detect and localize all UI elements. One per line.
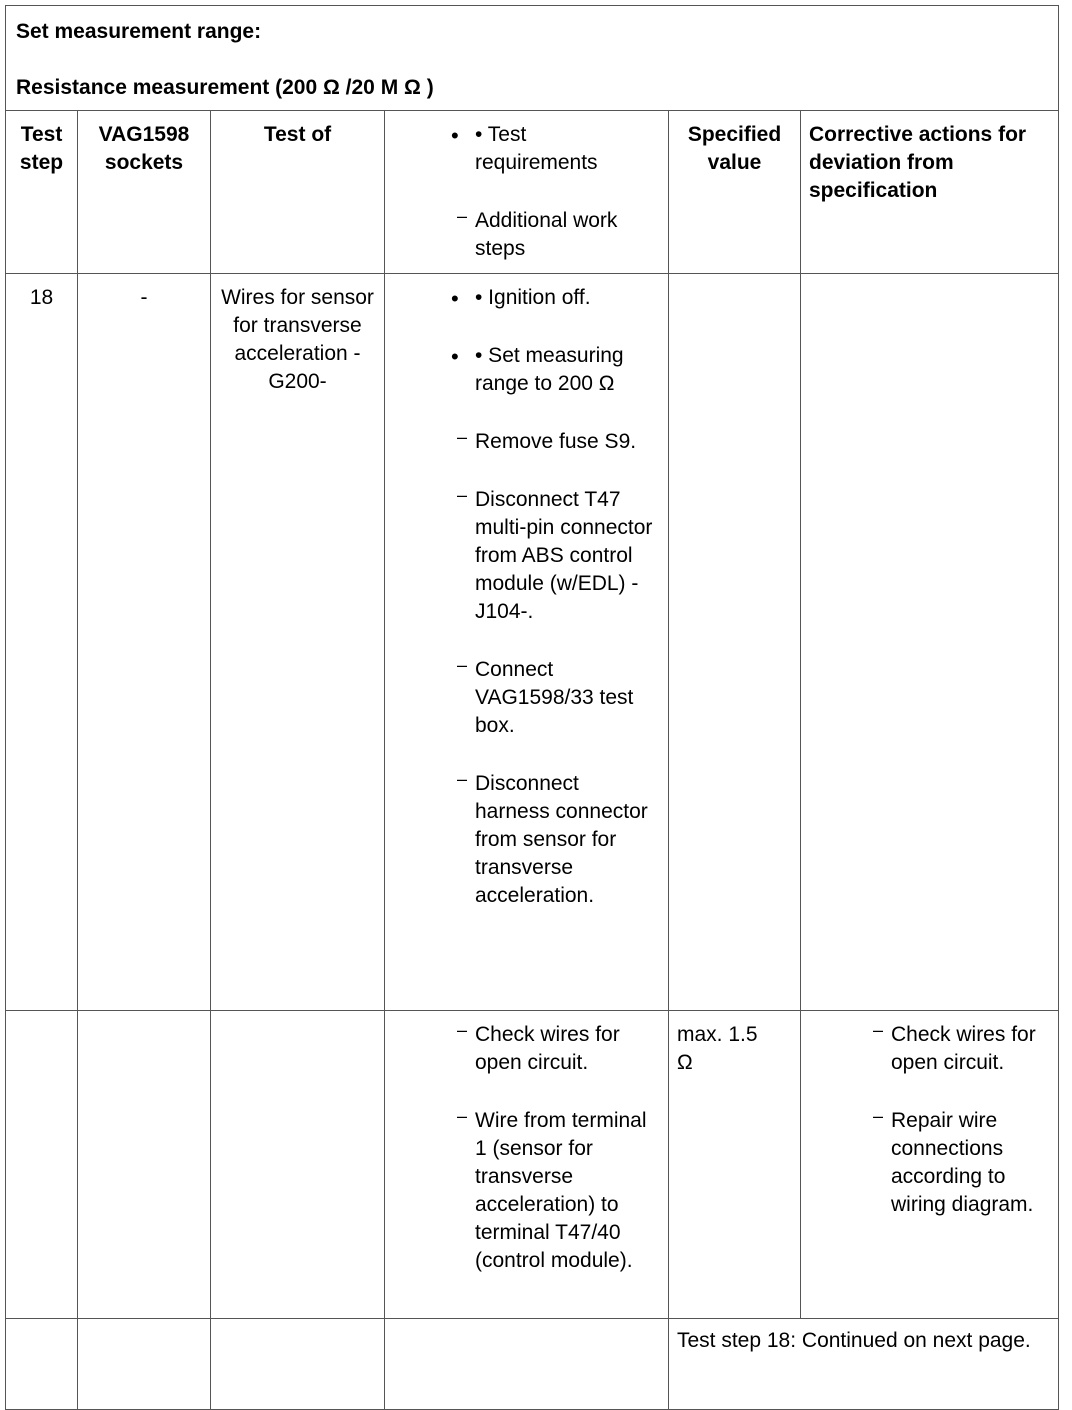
table-header-row [6,6,1059,111]
work-step-text: Remove fuse S9. [475,430,637,453]
dash-icon: – [457,206,468,226]
requirement-text: • Ignition off. [475,286,591,309]
empty-cell [78,1319,211,1410]
column-header-row [6,111,1059,274]
col-specified-value: Specified value [669,111,801,274]
col-test-step: Test step [6,111,78,274]
corrective-text: Check wires for open circuit. [891,1023,1036,1074]
dash-icon: – [457,655,468,675]
test-table-page [5,5,1058,1410]
work-step-text: Disconnect T47 multi-pin connector from ABS control module (w/EDL) -J104-. [475,488,653,623]
list-item [457,1106,654,1275]
test-of-value: Wires for sensor for transverse acceleration -G200- [211,274,385,1011]
bullet-icon: • [451,123,459,148]
dash-icon: – [457,1020,468,1040]
sockets-empty [78,1011,211,1319]
empty-cell [211,1319,385,1410]
list-item [873,1106,1044,1219]
empty-cell [385,1319,669,1410]
test-step-empty [6,1011,78,1319]
col-corrective-actions: Corrective actions for deviation from specification [801,111,1059,274]
requirements-label: • Test requirements [475,123,598,174]
list-item [451,284,654,312]
test-step-number: 18 [6,274,78,1011]
continued-note: Test step 18: Continued on next page. [669,1319,1059,1410]
col-sockets: VAG1598 sockets [78,111,211,274]
test-of-empty [211,1011,385,1319]
resistance-measurement-subtitle: Resistance measurement (200 Ω /20 M Ω ) [16,76,434,99]
corrective-text: Repair wire connections according to wiring diagram. [891,1109,1034,1216]
dash-icon: – [457,1106,468,1126]
check-steps-cell [385,1011,669,1319]
list-item [457,1020,654,1077]
specified-value: max. 1.5 Ω [669,1011,801,1319]
list-item [457,485,654,626]
list-item [457,769,654,910]
work-step-text: Disconnect harness connector from sensor for transverse acceleration. [475,772,648,907]
test-procedure-table [5,5,1059,1410]
additional-steps-label: Additional work steps [475,209,618,260]
dash-icon: – [457,485,468,505]
empty-cell [6,1319,78,1410]
list-item [451,121,654,177]
work-step-text: Check wires for open circuit. [475,1023,620,1074]
requirement-text: • Set measuring range to 200 Ω [475,344,624,395]
col-test-of: Test of [211,111,385,274]
sockets-value: - [78,274,211,1011]
dash-icon: – [873,1020,884,1040]
bullet-icon: • [451,286,459,311]
table-row [6,1319,1059,1410]
table-row [6,1011,1059,1319]
dash-icon: – [873,1106,884,1126]
list-item [451,342,654,398]
corrective-actions-cell [801,1011,1059,1319]
list-item [457,427,654,456]
list-item [873,1020,1044,1077]
bullet-icon: • [451,344,459,369]
work-step-text: Wire from terminal 1 (sensor for transverse acceleration) to terminal T47/40 (control module). [475,1109,647,1272]
work-step-text: Connect VAG1598/33 test box. [475,658,634,737]
measurement-range-title: Set measurement range: [16,20,262,43]
dash-icon: – [457,769,468,789]
specified-value-empty [669,274,801,1011]
requirements-cell [385,274,669,1011]
col-requirements [385,111,669,274]
list-item [457,655,654,740]
corrective-actions-empty [801,274,1059,1011]
table-header [6,6,1059,111]
list-item [457,206,654,263]
dash-icon: – [457,427,468,447]
table-row [6,274,1059,1011]
